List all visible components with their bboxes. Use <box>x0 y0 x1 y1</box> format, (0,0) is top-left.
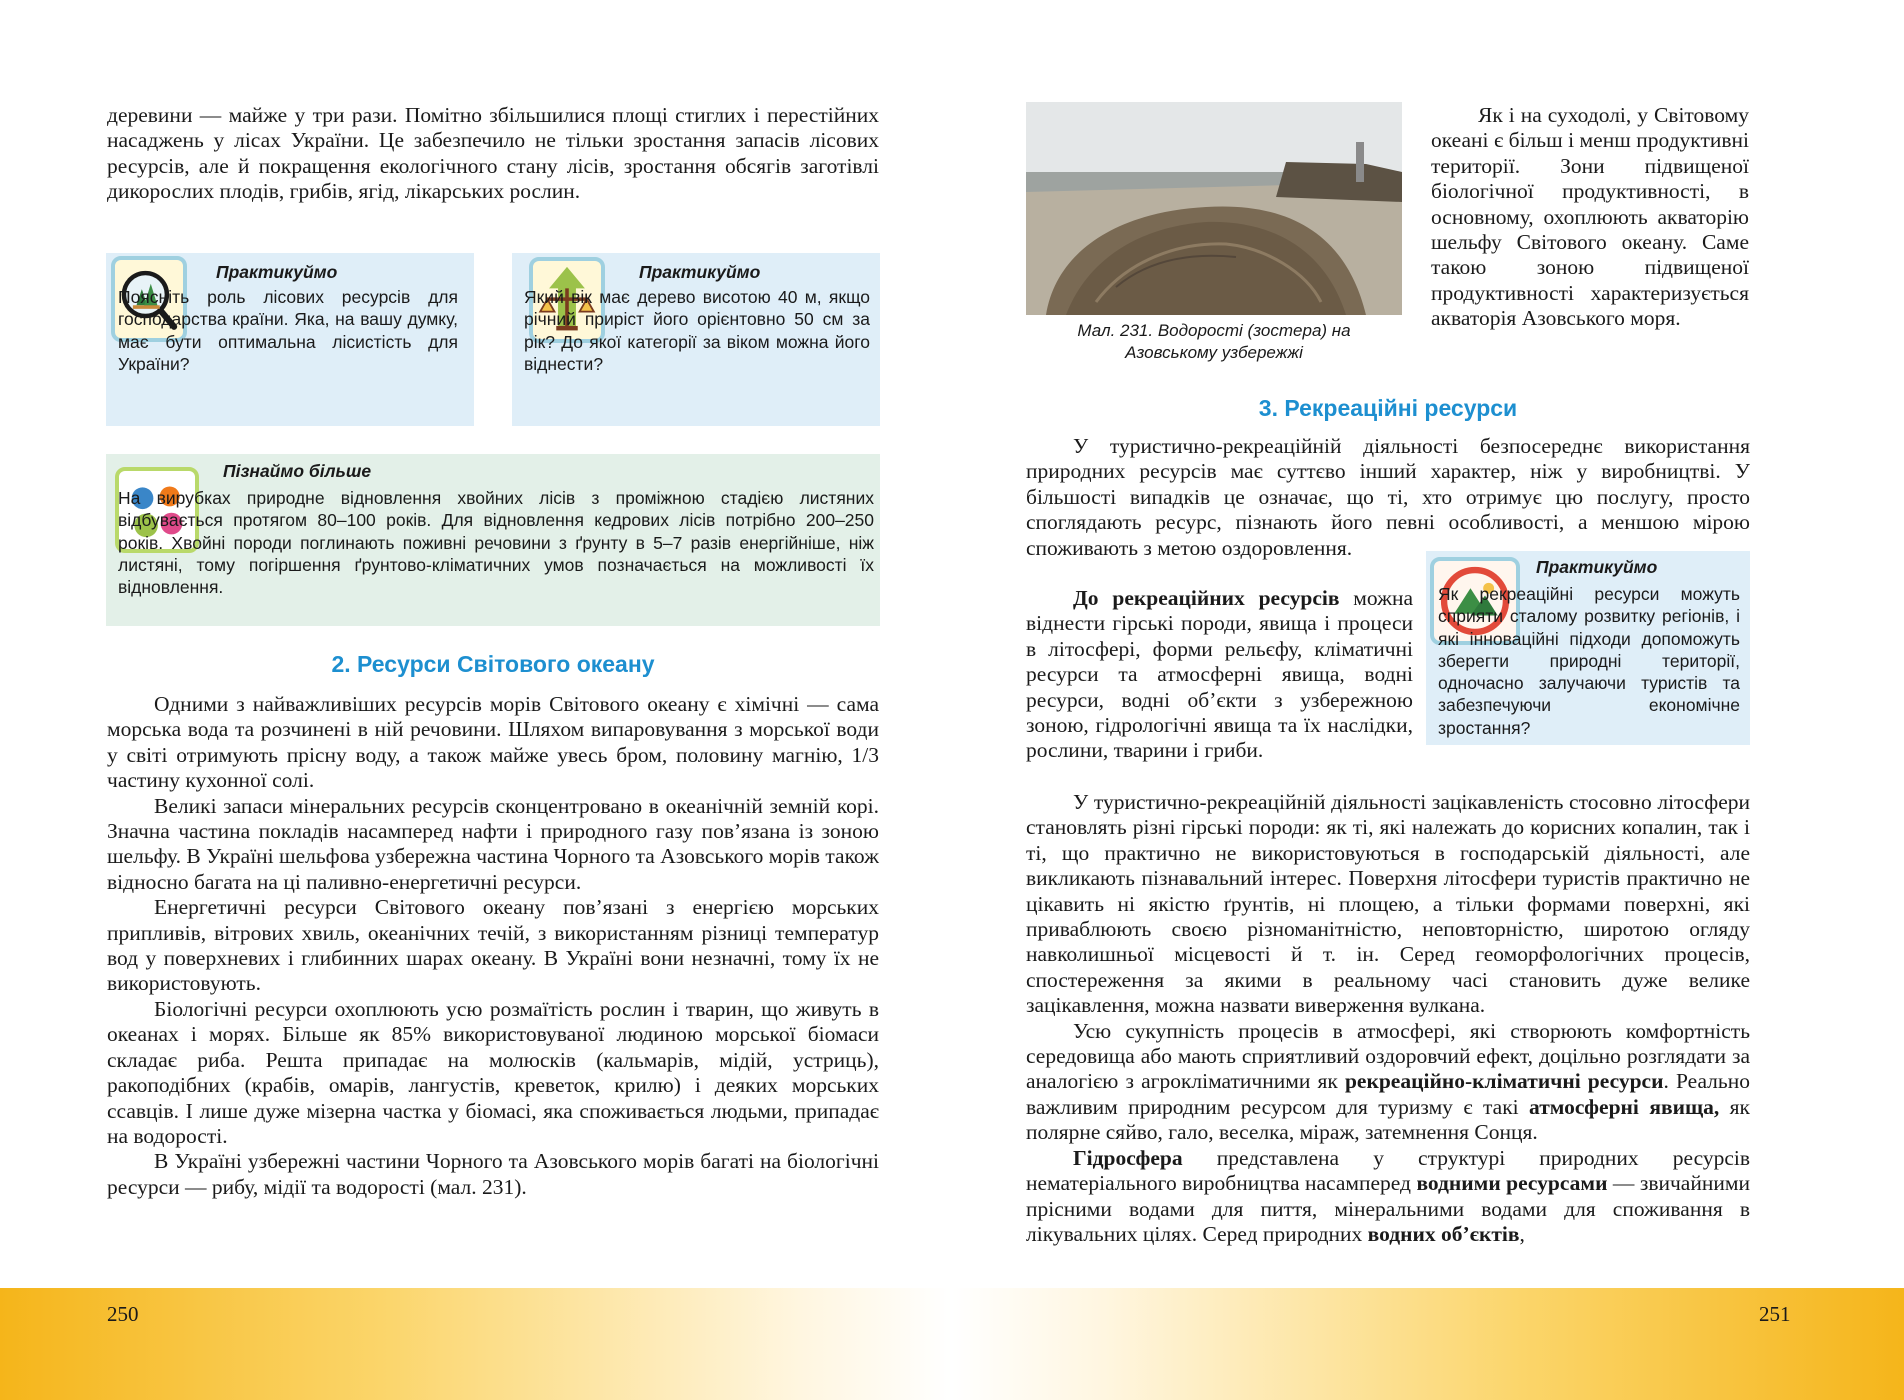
right-page <box>952 0 1904 1288</box>
box3-title: Пізнаймо більше <box>223 461 372 481</box>
figure-caption: Мал. 231. Водорості (зостера) на Азовському узбережжі <box>1077 321 1351 362</box>
section-heading-recreation: 3. Рекреаційні ресурси <box>1258 395 1518 421</box>
ocean-paragraph: Одними з найважливіших ресурсів морів Світового океану є хімічні — сама морська вода та розчинені в ній речовини. Шляхом випаровування з морської води у світі отримують прісну воду, а також майже увесь бром, половину магнію, 1/3 частину кухонної солі. <box>107 692 879 793</box>
recreation-resources-term: До рекреаційних ресурсів <box>1073 586 1340 610</box>
left-body <box>107 692 879 1200</box>
right-box-title: Практикуймо <box>1536 557 1658 577</box>
box2-title: Практикуймо <box>639 262 761 282</box>
left-intro-text: деревини — майже у три рази. Помітно збільшилися площі стиглих і перестійних насаджень у лісах України. Це забезпечило не тільки зростання запасів лісових ресурсів, але й покращення екологічного стану лісів, зростання обсягів заготівлі дикорослих плодів, грибів, ягід, лікарських рослин. <box>107 103 879 204</box>
right-body-bottom: У туристично-рекреаційній діяльності зацікавленість стосовно літосфери становлять різні гірські породи: як ті, які належать до корисних копалин, так і ті, що практично не використовуються в господарській діяльності, але викликають пізнавальний інтерес. Поверхня літосфери туристів практично не цікавить ні якістю ґрунтів, ні площею, а тільки формами поверхні, які приваблюють своєю різноманітністю, неповторністю, широтою огляду навколишньої місцевості й т. ін. Серед геоморфологічних процесів, спостереження за якими в реальному часі становить дуже велике зацікавлення, можна назвати виверження вулкана. Усю сукупність процесів в атмосфері, які створюють комфортність середовища або мають сприятливий оздоровчий ефект, доцільно розглядати за аналогією з агрокліматичними як рекреаційно-кліматичні ресурси. Реально важливим природним ресурсом для туризму є такі атмосферні явища, як полярне сяйво, гало, веселка, міраж, затемнення Сонця. Гідросфера представлена у структурі природних ресурсів нематеріального виробництва насамперед водними ресурсами — звичайними прісними водами для пиття, мінеральними водами для споживання в лікувальних цілях. Серед природних водних об’єктів, <box>1026 790 1750 1246</box>
box1-text: Поясніть роль лісових ресурсів для господарства країни. Яка, на вашу думку, має бути оптимальна лісистість для України? <box>118 287 458 374</box>
page-number-left: 250 <box>107 1302 139 1326</box>
ocean-paragraph: Великі запаси мінеральних ресурсів сконцентровано в океанічній земній корі. Значна частина покладів насамперед нафти і природного газу пов’язана із зоною шельфу. В Україні шельфова узбережна частина Чорного та Азовського морів також відносно багата на ці паливно-енергетичні ресурси. <box>107 793 879 894</box>
left-page <box>0 0 952 1288</box>
right-body-wrap: До рекреаційних ресурсів можна віднести гірські породи, явища і процеси в літосфері, форми рельєфу, кліматичні ресурси та атмосферні явища, водні ресурси, водні об’єкти з узбережною зоною, гідрологічні явища та їх наслідки, рослини, тварини і гриби. <box>1026 586 1413 763</box>
box1-title: Практикуймо <box>216 262 338 282</box>
practice-box-tree-age <box>512 253 880 426</box>
page-footer-band <box>0 1288 1904 1400</box>
practice-box-forest <box>106 253 474 426</box>
right-box-text: Як рекреаційні ресурси можуть сприяти сталому розвитку регіонів, і які інноваційні підходи допоможуть зберегти природні території, одночасно залучаючи туристів та забезпечуючи економічне зростання? <box>1438 584 1740 738</box>
box3-text: На вирубках природне відновлення хвойних лісів з проміжною стадією листяних відбувається протягом 80–100 років. Для відновлення кедрових лісів потрібно 200–250 років. Хвойні породи поглинають поживні речовини з ґрунту в 5–7 разів енергійніше, ніж листяні, тому погіршення ґрунтово-кліматичних умов позначається на можливості їх відновлення. <box>118 488 874 598</box>
page-number-right: 251 <box>1759 1302 1791 1326</box>
ocean-paragraph: Енергетичні ресурси Світового океану пов’язані з енергією морських припливів, вітрових хвиль, океанічних течій, з використанням різниці температур вод у поверхневих і глибинних шарах океану. В Україні вони незначні, тому їх не використовують. <box>107 895 879 996</box>
practice-box-recreation <box>1426 551 1750 745</box>
learn-more-box <box>106 454 880 626</box>
ocean-paragraph: Біологічні ресурси охоплюють усю розмаїтість рослин і тварин, що живуть в океанах і морях. Більше як 85% використовуваної людиною морської біомаси складає риба. Решта припадає на молюсків (кальмарів, мідій, устриць), ракоподібних (крабів, омарів, лангустів, креветок, крилю) і деяких морських ссавців. І лише дуже мізерна частка у біомасі, яка споживається людьми, припадає на водорості. <box>107 996 879 1148</box>
seaweed-photo <box>1026 102 1402 315</box>
ocean-paragraph: В Україні узбережні частини Чорного та Азовського морів багаті на біологічні ресурси — рибу, мідії та водорості (мал. 231). <box>107 1149 879 1199</box>
section-heading-ocean: 2. Ресурси Світового океану <box>331 651 655 677</box>
right-intro-text: Як і на суходолі, у Світовому океані є більш і менш продуктивні території. Зони підвищеної біологічної продуктивності, в основному, охоплюють акваторію шельфу Світового океану. Саме такою зоною підвищеної продуктивності характеризується акваторія Азовського моря. <box>1431 103 1749 331</box>
box2-text: Який вік має дерево висотою 40 м, якщо річний приріст його орієнтовно 50 см за рік? До якої категорії за віком можна його віднести? <box>524 287 870 374</box>
right-body-top: У туристично-рекреаційній діяльності безпосереднє використання природних ресурсів має суттєво інший характер, ніж у виробництві. У більшості випадків це означає, що ті, хто отримує цю послугу, просто споглядають ресурс, пізнають його певні особливості, а меншою мірою споживають з метою оздоровлення. <box>1026 434 1750 560</box>
